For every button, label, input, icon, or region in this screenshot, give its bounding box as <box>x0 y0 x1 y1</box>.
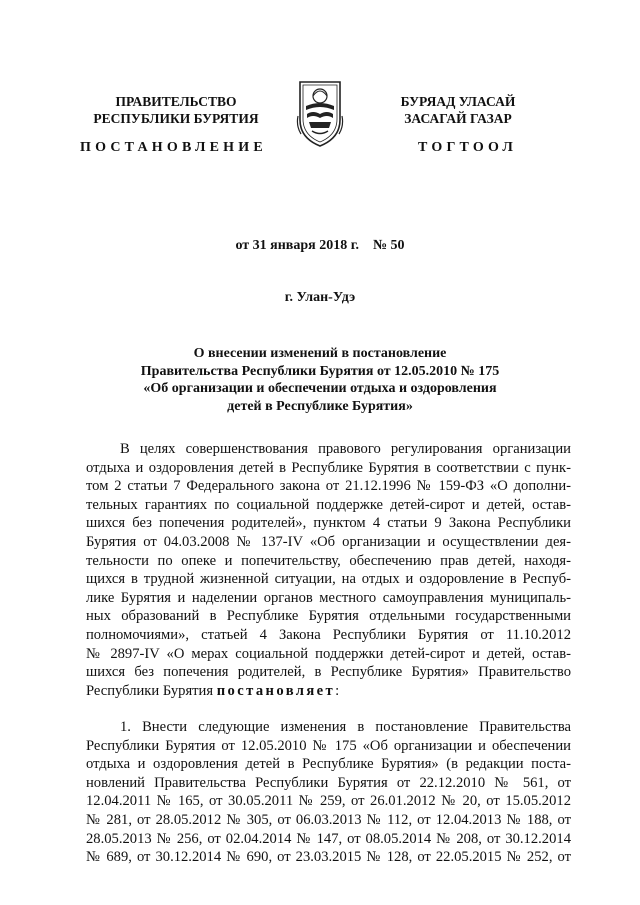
paragraph-line: шихся без попечения родителей», пунктом 4 статьи 9 Закона Республики <box>86 515 571 532</box>
government-name-ru <box>76 93 276 127</box>
paragraph-line: лике Бурятия и наделении органов местного самоуправления муниципаль- <box>86 589 571 606</box>
title-line: О внесении изменений в постановление <box>193 346 447 361</box>
government-name-bua-line1: БУРЯАД УЛАСАЙ <box>400 94 516 109</box>
doc-type-ru: ПОСТАНОВЛЕНИЕ <box>80 140 267 155</box>
paragraph-line: 12.04.2011 № 165, от 30.05.2011 № 259, от 26.01.2012 № 20, от 15.05.2012 <box>86 793 571 810</box>
item-1-paragraph <box>86 718 571 867</box>
resolution-keyword: постановляет <box>216 682 336 699</box>
preamble-paragraph <box>86 440 571 700</box>
title-line: детей в Республике Бурятия» <box>227 398 413 414</box>
government-name-ru-line1: ПРАВИТЕЛЬСТВО <box>115 94 237 109</box>
paragraph-line: Республики Бурятия от 12.05.2010 № 175 «Об организации и обеспечении <box>86 737 571 754</box>
paragraph-line: шихся без попечения родителей, в Республике Бурятия» Правительство <box>86 664 571 681</box>
paragraph-line: 1. Внести следующие изменения в постановление Правительства <box>120 719 571 735</box>
paragraph-last-line <box>86 682 571 701</box>
paragraph-line: ных образований в Республике Бурятия отдельными государственными <box>86 608 571 625</box>
title-line: Правительства Республики Бурятия от 12.05.2010 № 175 <box>140 363 500 379</box>
paragraph-line: щихся в трудной жизненной ситуации, на отдых и оздоровление в Респуб- <box>86 571 571 588</box>
document-city: г. Улан-Удэ <box>284 290 356 305</box>
paragraph-line: отдыха и оздоровления детей в Республике Бурятия в соответствии с пунк- <box>86 459 571 476</box>
coat-of-arms-icon <box>295 76 345 148</box>
title-line: «Об организации и обеспечении отдыха и оздоровления <box>143 381 497 396</box>
doc-type-bua: ТОГТООЛ <box>418 140 518 155</box>
paragraph-line: Бурятия от 04.03.2008 № 137-IV «Об организации и осуществлении дея- <box>86 533 571 550</box>
paragraph-line: № 2897-IV «О мерах социальной поддержки детей-сирот и детей, остав- <box>86 645 571 662</box>
paragraph-line: 28.05.2013 № 256, от 02.04.2014 № 147, от 08.05.2014 № 208, от 30.12.2014 <box>86 830 571 847</box>
paragraph-line: том 2 статьи 7 Федерального закона от 21.12.1996 № 159-ФЗ «О дополни- <box>86 478 571 495</box>
paragraph-line-prefix: Республики Бурятия <box>86 682 217 699</box>
paragraph-line: новлений Правительства Республики Бурятия от 22.12.2010 № 561, от <box>86 774 571 791</box>
paragraph-line-suffix: : <box>335 682 340 699</box>
government-name-bua-line2: ЗАСАГАЙ ГАЗАР <box>404 111 512 126</box>
paragraph-line: отдыха и оздоровления детей в Республике Бурятия» (в редакции поста- <box>86 756 571 773</box>
paragraph-line: В целях совершенствования правового регулирования организации <box>120 441 571 457</box>
paragraph-line: тельности по опеке и попечительству, обеспечению прав детей, находя- <box>86 552 571 569</box>
paragraph-line: полномочиями», статьей 4 Закона Республики Бурятия от 11.10.2012 <box>86 626 571 643</box>
paragraph-line: тельных гарантиях по социальной поддержке детей-сирот и детей, остав- <box>86 496 571 513</box>
document-title <box>90 345 550 415</box>
document-date-number: от 31 января 2018 г. № 50 <box>235 238 405 253</box>
paragraph-line: № 689, от 30.12.2014 № 690, от 23.03.2015 № 128, от 22.05.2015 № 252, от <box>86 849 571 866</box>
government-name-bua <box>358 93 558 127</box>
government-name-ru-line2: РЕСПУБЛИКИ БУРЯТИЯ <box>93 111 259 126</box>
paragraph-line: № 281, от 28.05.2012 № 305, от 06.03.2013 № 112, от 12.04.2013 № 188, от <box>86 811 571 828</box>
